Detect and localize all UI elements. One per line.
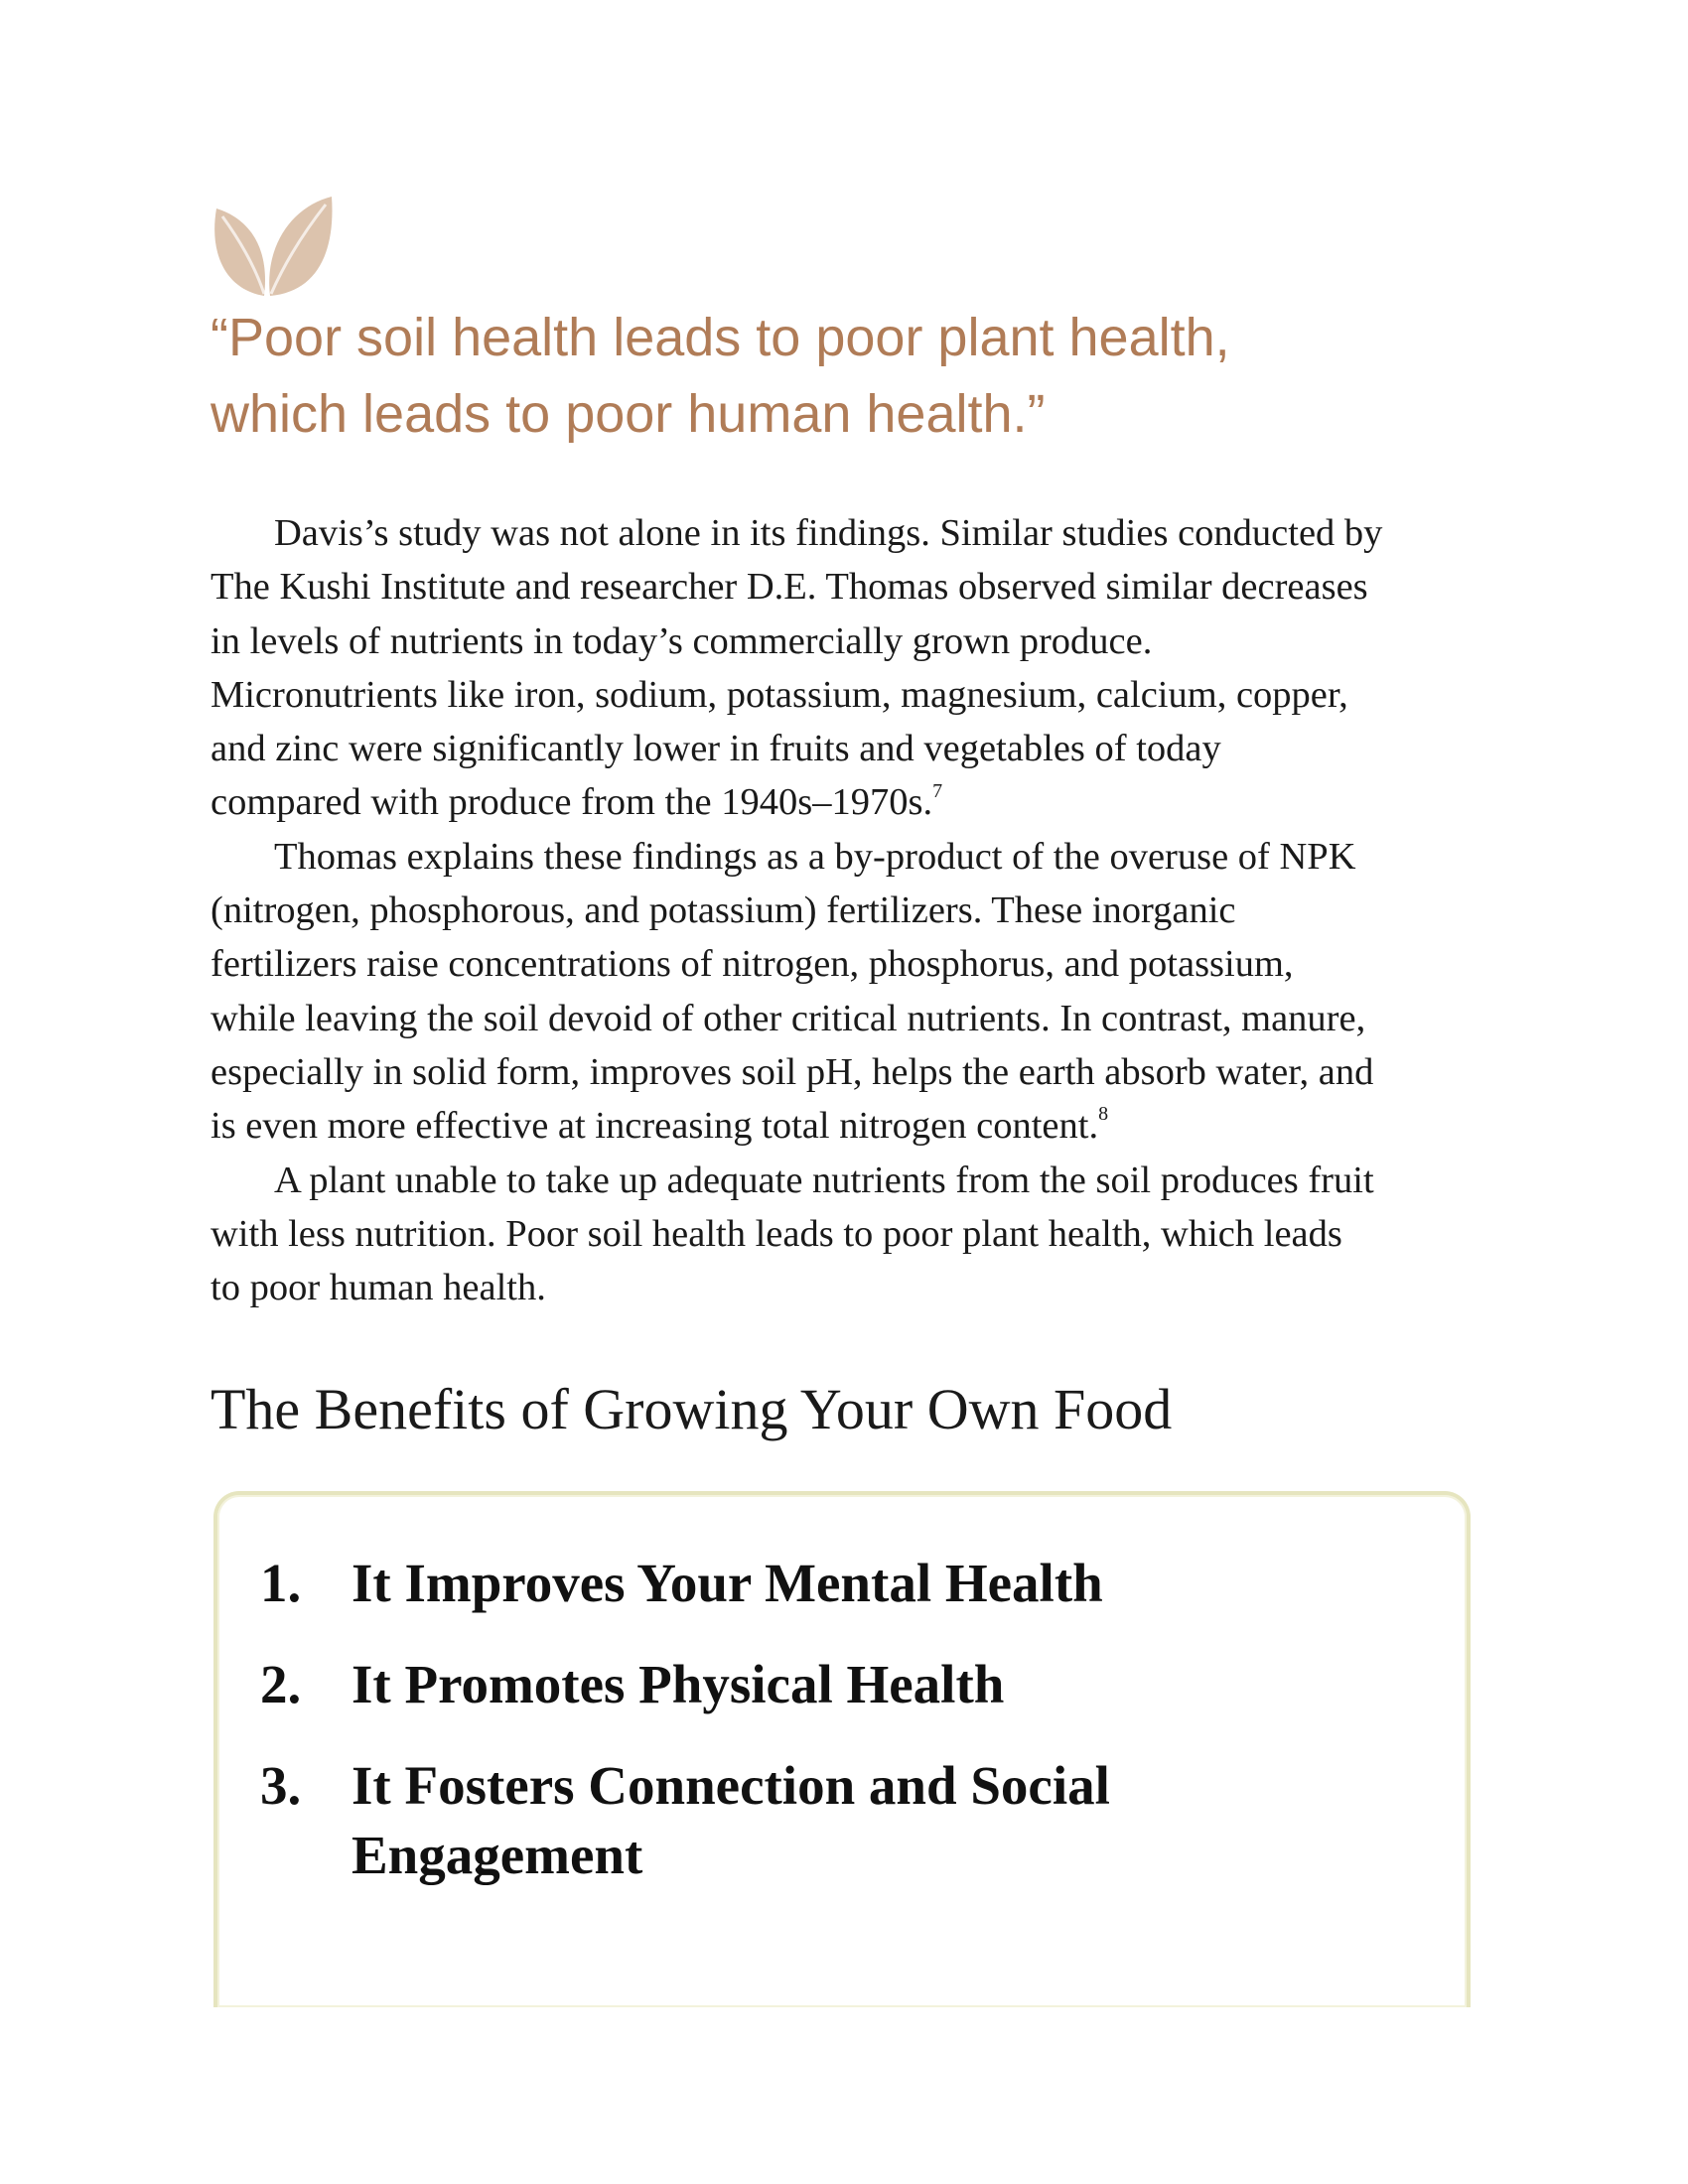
- list-item: [260, 1650, 1110, 1719]
- section-heading: The Benefits of Growing Your Own Food: [211, 1377, 1173, 1441]
- paragraph-line: (nitrogen, phosphorous, and potassium) fertilizers. These inorganic: [211, 889, 1236, 932]
- list-item-text: Engagement: [352, 1825, 643, 1885]
- paragraph-line: compared with produce from the 1940s–1970s.: [211, 781, 933, 824]
- paragraph: [211, 830, 1491, 1154]
- paragraph-line: A plant unable to take up adequate nutrients from the soil produces fruit: [274, 1159, 1374, 1201]
- pull-quote-line: which leads to poor human health.”: [211, 384, 1046, 444]
- paragraph: [211, 1154, 1491, 1315]
- list-item: [260, 1549, 1110, 1618]
- body-text: [211, 506, 1491, 1314]
- footnote-marker[interactable]: 8: [1098, 1103, 1109, 1126]
- paragraph-line: with less nutrition. Poor soil health leads to poor plant health, which leads: [211, 1212, 1342, 1255]
- paragraph-line: is even more effective at increasing total nitrogen content.: [211, 1105, 1099, 1148]
- list-item-text: It Fosters Connection and Social: [352, 1755, 1110, 1816]
- list-item-text: It Promotes Physical Health: [352, 1654, 1005, 1714]
- paragraph-line: fertilizers raise concentrations of nitrogen, phosphorus, and potassium,: [211, 943, 1294, 986]
- list-item-text: It Improves Your Mental Health: [352, 1553, 1103, 1613]
- leaf-icon: [209, 195, 338, 299]
- paragraph-line: to poor human health.: [211, 1267, 546, 1309]
- paragraph-line-with-footnote: [211, 775, 1491, 829]
- pull-quote-line: “Poor soil health leads to poor plant health,: [211, 308, 1230, 367]
- list-item: [260, 1751, 1110, 1890]
- pull-quote: [211, 300, 1501, 453]
- paragraph-line: while leaving the soil devoid of other critical nutrients. In contrast, manure,: [211, 997, 1366, 1039]
- footnote-marker[interactable]: 7: [932, 779, 943, 802]
- paragraph-line: especially in solid form, improves soil pH, helps the earth absorb water, and: [211, 1050, 1374, 1093]
- paragraph-line: in levels of nutrients in today’s commercially grown produce.: [211, 619, 1153, 662]
- paragraph-line: Micronutrients like iron, sodium, potassium, magnesium, calcium, copper,: [211, 673, 1348, 716]
- list-item-number: 1.: [260, 1553, 302, 1613]
- list-item-number: 2.: [260, 1654, 302, 1714]
- paragraph: [211, 506, 1491, 830]
- paragraph-line: The Kushi Institute and researcher D.E. Thomas observed similar decreases: [211, 566, 1368, 609]
- paragraph-line: and zinc were significantly lower in fruits and vegetables of today: [211, 728, 1221, 770]
- paragraph-line: Davis’s study was not alone in its findings. Similar studies conducted by: [274, 512, 1383, 554]
- benefits-list: [260, 1549, 1110, 1922]
- paragraph-line-with-footnote: [211, 1099, 1491, 1153]
- list-item-number: 3.: [260, 1755, 302, 1816]
- paragraph-line: Thomas explains these findings as a by-product of the overuse of NPK: [274, 835, 1356, 878]
